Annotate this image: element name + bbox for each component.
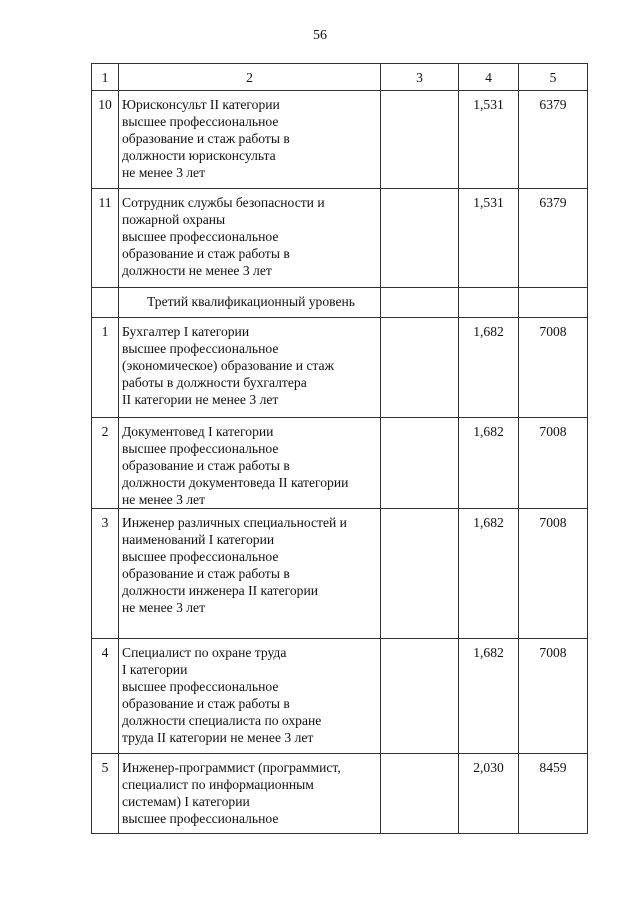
description-line: работы в должности бухгалтера [122,375,307,390]
header-col-2: 2 [119,64,381,91]
salary-cell: 6379 [519,91,588,189]
description-line: должности документоведа II категории [122,475,349,490]
coefficient-cell: 1,682 [459,509,519,639]
description-line: высшее профессиональное [122,441,279,456]
table-row [92,91,588,189]
description-line: образование и стаж работы в [122,246,290,261]
header-col-5: 5 [519,64,588,91]
page-number: 56 [313,28,327,43]
description-line: образование и стаж работы в [122,458,290,473]
qualification-table [91,63,588,834]
col3-cell [381,754,459,834]
description-line: образование и стаж работы в [122,696,290,711]
col3-cell [381,189,459,288]
description-line: труда II категории не менее 3 лет [122,730,314,745]
description-line: Инженер различных специальностей и [122,515,347,530]
coefficient-cell: 1,531 [459,91,519,189]
description-line: высшее профессиональное [122,811,279,826]
empty-cell [92,288,119,318]
description-line: Специалист по охране труда [122,645,287,660]
description-line: должности не менее 3 лет [122,263,272,278]
col3-cell [381,318,459,418]
description-line: должности юрисконсульта [122,148,276,163]
table-row [92,509,588,639]
description-line: образование и стаж работы в [122,566,290,581]
header-col-4: 4 [459,64,519,91]
description-line: Бухгалтер I категории [122,324,250,339]
salary-cell: 6379 [519,189,588,288]
table-header-row [92,64,588,91]
description-line: высшее профессиональное [122,341,279,356]
header-col-1: 1 [92,64,119,91]
col3-cell [381,418,459,509]
position-description [119,418,381,509]
description-line: наименований I категории [122,532,275,547]
empty-cell [519,288,588,318]
position-description [119,639,381,754]
description-line: образование и стаж работы в [122,131,290,146]
position-description [119,318,381,418]
position-description [119,509,381,639]
row-number: 4 [92,639,119,754]
table-row [92,754,588,834]
table-row [92,418,588,509]
row-number: 11 [92,189,119,288]
description-line: не менее 3 лет [122,165,206,180]
description-line: Юрисконсульт II категории [122,97,280,112]
position-description [119,91,381,189]
col3-cell [381,639,459,754]
description-line: специалист по информационным [122,777,314,792]
section-title: Третий квалификационный уровень [119,288,381,318]
coefficient-cell: 1,531 [459,189,519,288]
section-row [92,288,588,318]
header-col-3: 3 [381,64,459,91]
description-line: не менее 3 лет [122,600,206,615]
description-line: не менее 3 лет [122,492,206,507]
row-number: 5 [92,754,119,834]
table-row [92,639,588,754]
description-line: должности специалиста по охране [122,713,322,728]
coefficient-cell: 1,682 [459,418,519,509]
coefficient-cell: 1,682 [459,318,519,418]
position-description [119,754,381,834]
description-line: II категории не менее 3 лет [122,392,279,407]
description-line: (экономическое) образование и стаж [122,358,334,373]
description-line: высшее профессиональное [122,679,279,694]
salary-cell: 7008 [519,418,588,509]
table-row [92,318,588,418]
position-description [119,189,381,288]
description-line: высшее профессиональное [122,549,279,564]
coefficient-cell: 1,682 [459,639,519,754]
salary-cell: 7008 [519,509,588,639]
description-line: Сотрудник службы безопасности и [122,195,325,210]
description-line: I категории [122,662,188,677]
row-number: 1 [92,318,119,418]
description-line: Инженер-программист (программист, [122,760,341,775]
col3-cell [381,509,459,639]
description-line: пожарной охраны [122,212,226,227]
row-number: 2 [92,418,119,509]
salary-cell: 8459 [519,754,588,834]
description-line: высшее профессиональное [122,229,279,244]
empty-cell [459,288,519,318]
coefficient-cell: 2,030 [459,754,519,834]
salary-cell: 7008 [519,318,588,418]
description-line: Документовед I категории [122,424,274,439]
table-row [92,189,588,288]
salary-cell: 7008 [519,639,588,754]
col3-cell [381,91,459,189]
row-number: 10 [92,91,119,189]
empty-cell [381,288,459,318]
description-line: должности инженера II категории [122,583,318,598]
description-line: системам) I категории [122,794,250,809]
table-body [92,64,588,834]
row-number: 3 [92,509,119,639]
description-line: высшее профессиональное [122,114,279,129]
